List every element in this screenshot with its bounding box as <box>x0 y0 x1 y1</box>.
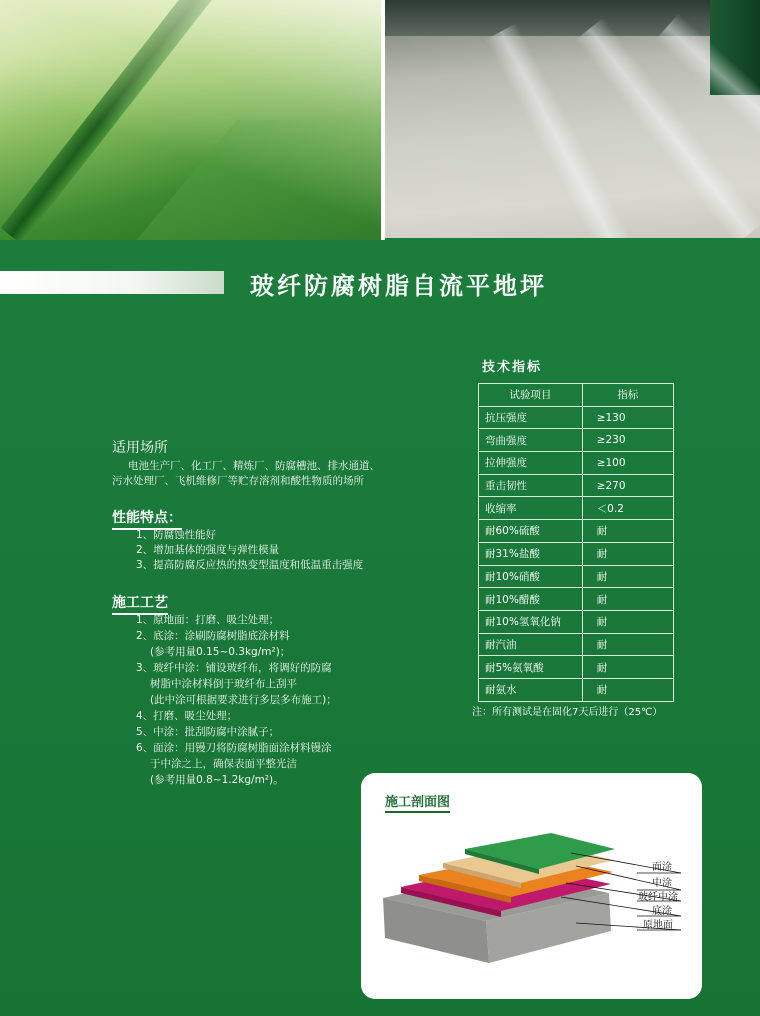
spec-value: ＜0.2 <box>582 497 673 520</box>
spec-value: 耐 <box>582 678 673 701</box>
process-line: 于中涂之上，确保表面平整光洁 <box>150 758 297 770</box>
layer-label-middle: 中涂 <box>652 878 672 889</box>
spec-row <box>479 565 674 588</box>
spec-row <box>479 406 674 429</box>
spec-header-value: 指标 <box>582 384 673 407</box>
spec-item: 耐5%氨氧酸 <box>479 656 583 679</box>
spec-item: 耐31%盐酸 <box>479 542 583 565</box>
spec-item: 弯曲强度 <box>479 429 583 452</box>
spec-value: ≥270 <box>582 474 673 497</box>
spec-row <box>479 429 674 452</box>
layer-label-fiberglass: 玻纤中涂 <box>638 892 678 903</box>
spec-row <box>479 656 674 679</box>
feature-item: 2、增加基体的强度与弹性模量 <box>136 544 280 556</box>
spec-item: 耐10%硝酸 <box>479 565 583 588</box>
spec-item: 拉伸强度 <box>479 452 583 475</box>
process-line: 3、玻纤中涂：铺设玻纤布，将调好的防腐 <box>136 662 332 674</box>
spec-row <box>479 610 674 633</box>
spec-value: 耐 <box>582 610 673 633</box>
process-line: (参考用量0.15~0.3kg/m²)； <box>150 646 291 658</box>
fiberglass-floor-photo <box>385 0 760 238</box>
spec-row <box>479 588 674 611</box>
process-line: 4、打磨、吸尘处理； <box>136 710 238 722</box>
layer-label-base: 原地面 <box>643 920 673 931</box>
layer-label-primer: 底涂 <box>652 906 672 917</box>
spec-value: 耐 <box>582 565 673 588</box>
spec-value: 耐 <box>582 520 673 543</box>
applications-heading: 适用场所 <box>112 440 168 456</box>
page-title: 玻纤防腐树脂自流平地坪 <box>250 272 547 300</box>
process-line: (参考用量0.8~1.2kg/m²)。 <box>150 774 284 786</box>
spec-item: 重击韧性 <box>479 474 583 497</box>
spec-item: 收缩率 <box>479 497 583 520</box>
process-line: 2、底涂：涂刷防腐树脂底涂材料 <box>136 630 290 642</box>
spec-note: 注：所有测试是在固化7天后进行（25℃） <box>472 707 663 718</box>
spec-row <box>479 542 674 565</box>
spec-table <box>478 383 674 702</box>
process-line: 1、原地面：打磨、吸尘处理； <box>136 614 280 626</box>
spec-header-row <box>479 384 674 407</box>
spec-heading: 技术指标 <box>482 360 543 375</box>
spec-item: 耐氨水 <box>479 678 583 701</box>
spec-row <box>479 633 674 656</box>
applications-line: 电池生产厂、化工厂、精炼厂、防腐槽池、排水通道、 <box>128 460 380 472</box>
spec-value: 耐 <box>582 542 673 565</box>
process-line: 树脂中涂材料倒于玻纤布上刮平 <box>150 678 297 690</box>
spec-value: 耐 <box>582 588 673 611</box>
spec-value: 耐 <box>582 633 673 656</box>
green-floor-photo <box>0 0 381 240</box>
spec-header-item: 试验项目 <box>479 384 583 407</box>
process-heading: 施工工艺 <box>112 592 168 615</box>
spec-row <box>479 678 674 701</box>
spec-item: 耐10%醋酸 <box>479 588 583 611</box>
title-accent-bar <box>0 271 224 294</box>
process-line: (此中涂可根据要求进行多层多布施工)； <box>150 694 337 706</box>
spec-row <box>479 452 674 475</box>
layer-label-top: 面涂 <box>652 862 672 873</box>
spec-row <box>479 474 674 497</box>
process-line: 6、面涂：用镘刀将防腐树脂面涂材料镘涂 <box>136 742 332 754</box>
spec-item: 抗压强度 <box>479 406 583 429</box>
feature-item: 1、防腐蚀性能好 <box>136 529 217 541</box>
spec-row <box>479 520 674 543</box>
feature-item: 3、提高防腐反应热的热变型温度和低温重击强度 <box>136 559 364 571</box>
spec-value: 耐 <box>582 656 673 679</box>
spec-item: 耐10%氢氧化钠 <box>479 610 583 633</box>
spec-item: 耐60%硫酸 <box>479 520 583 543</box>
features-heading: 性能特点： <box>112 507 182 530</box>
spec-value: ≥100 <box>582 452 673 475</box>
spec-item: 耐汽油 <box>479 633 583 656</box>
process-line: 5、中涂：批刮防腐中涂腻子； <box>136 726 280 738</box>
spec-row <box>479 497 674 520</box>
cross-section-heading: 施工剖面图 <box>385 791 450 813</box>
spec-value: ≥130 <box>582 406 673 429</box>
applications-line: 污水处理厂、飞机维修厂等贮存溶剂和酸性物质的场所 <box>112 475 364 487</box>
spec-value: ≥230 <box>582 429 673 452</box>
